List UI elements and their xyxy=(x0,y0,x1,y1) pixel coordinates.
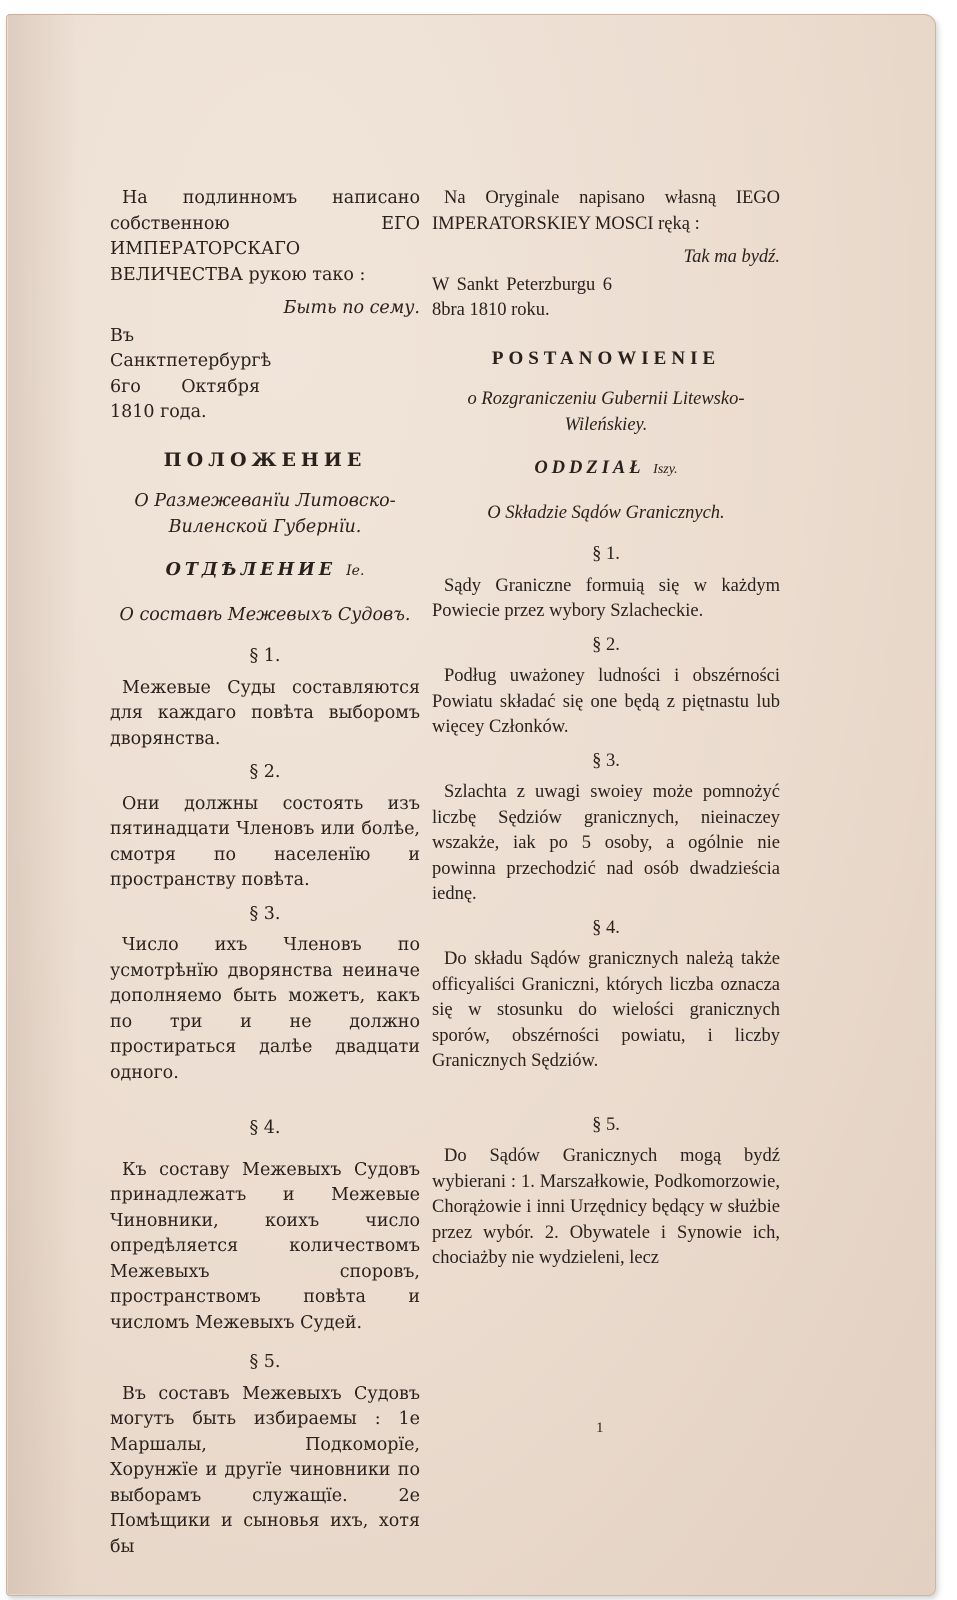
pl-place-date: W Sankt Peterzburgu 6 8bra 1810 roku. xyxy=(432,274,612,320)
paper-fold-shadow xyxy=(8,14,78,1594)
pl-department-number: Iszy. xyxy=(653,462,678,477)
pl-department-subject: O Składzie Sądów Granicznych. xyxy=(487,502,725,523)
ru-section-mark: § 2. xyxy=(249,762,281,782)
pl-section-text: Do składu Sądów granicznych należą także officyaliści Graniczni, których liczba oznacza się w stosunku do wielości granicznych sporów, obszérności powiatu, i liczby Granicznych Sędziów. xyxy=(432,949,780,1071)
pl-section-mark: § 1. xyxy=(592,544,620,564)
ru-department-label: ОТДѢЛЕНИЕ xyxy=(165,560,337,580)
ru-section-mark: § 1. xyxy=(249,646,281,666)
pl-section-text: Do Sądów Granicznych mogą bydź wybierani : 1. Marszałkowie, Podkomorzowie, Chorążowie i inni Urzędnicy będący w służbie przez wybór. 2. Obywatele i Synowie ich, chociażby nie wydzieleni, lecz xyxy=(432,1146,780,1268)
ru-department xyxy=(110,558,420,585)
page-number: 1 xyxy=(596,1420,604,1436)
pl-section-mark: § 2. xyxy=(592,634,620,655)
pl-section-text: Podług uważoney ludności i obszérności Powiatu składać się one będą z piętnastu lub więcey Członków. xyxy=(432,666,780,737)
pl-department-label: ODDZIAŁ xyxy=(534,458,645,478)
pl-section-mark: § 5. xyxy=(592,1114,620,1135)
ru-subtitle: О Размежеванїи Литовско-Виленской Губернїи. xyxy=(134,491,396,537)
pl-title: POSTANOWIENIE xyxy=(491,347,721,369)
ru-department-subject: О составѣ Межевыхъ Судовъ. xyxy=(119,604,411,625)
ru-title: ПОЛОЖЕНИЕ xyxy=(163,448,367,471)
ru-section-text: Къ составу Межевыхъ Судовъ принадлежатъ и Межевые Чиновники, коихъ число опредѣляется количествомъ Межевыхъ споровъ, пространствомъ повѣта и числомъ Межевыхъ Судей. xyxy=(110,1159,420,1333)
pl-opening: Na Oryginale napisano własną IEGO IMPERATORSKIEY MOSCI ręką : xyxy=(432,188,780,234)
ru-section-text: Въ составъ Межевыхъ Судовъ могутъ быть избираемы : 1е Маршалы, Подкоморїе, Хорунжїе и другїе чиновники по выборамъ служащїе. 2е Помѣщики и сыновья ихъ, хотя бы xyxy=(110,1383,420,1557)
pl-section-mark: § 4. xyxy=(592,917,620,938)
pl-section-text: Szlachta z uwagi swoiey może pomnożyć liczbę Sędziów granicznych, nieinaczey wszakże, iak po 5 osoby, a ogólnie nie powinna przechodzić nad osób dwadzieścia iednę. xyxy=(432,782,780,904)
russian-column xyxy=(110,186,420,1560)
pl-section-text: Sądy Graniczne formuią się w każdym Powiecie przez wybory Szlacheckie. xyxy=(432,575,780,621)
ru-section-mark: § 3. xyxy=(249,903,281,924)
polish-column xyxy=(432,186,780,1272)
ru-signature: Быть по сему. xyxy=(283,298,420,318)
ru-section-mark: § 4. xyxy=(249,1118,281,1138)
ru-section-mark: § 5. xyxy=(249,1352,281,1372)
ru-section-text: Они должны состоять изъ пятинадцати Членовъ или болѣе, смотря по населенїю и пространству повѣта. xyxy=(110,793,420,890)
pl-department xyxy=(432,456,780,483)
ru-section-text: Число ихъ Членовъ по усмотрѣнїю дворянства неиначе дополняемо быть можетъ, какъ по три и не должно простираться далѣе двадцати одного. xyxy=(110,935,420,1083)
pl-section-mark: § 3. xyxy=(592,750,620,771)
pl-signature: Tak ma bydź. xyxy=(683,247,780,267)
ru-place-date: Въ Санктпетербургѣ 6го Октября 1810 года. xyxy=(110,325,272,422)
pl-subtitle: o Rozgraniczeniu Gubernii Litewsko-Wileńskiey. xyxy=(467,389,745,435)
ru-section-text: Межевые Суды составляются для каждаго повѣта выборомъ дворянства. xyxy=(110,677,420,749)
ru-department-number: Iе. xyxy=(346,563,365,579)
ru-opening: На подлинномъ написано собственною ЕГО ИМПЕРАТОРСКАГО ВЕЛИЧЕСТВА рукою тако : xyxy=(110,188,420,285)
